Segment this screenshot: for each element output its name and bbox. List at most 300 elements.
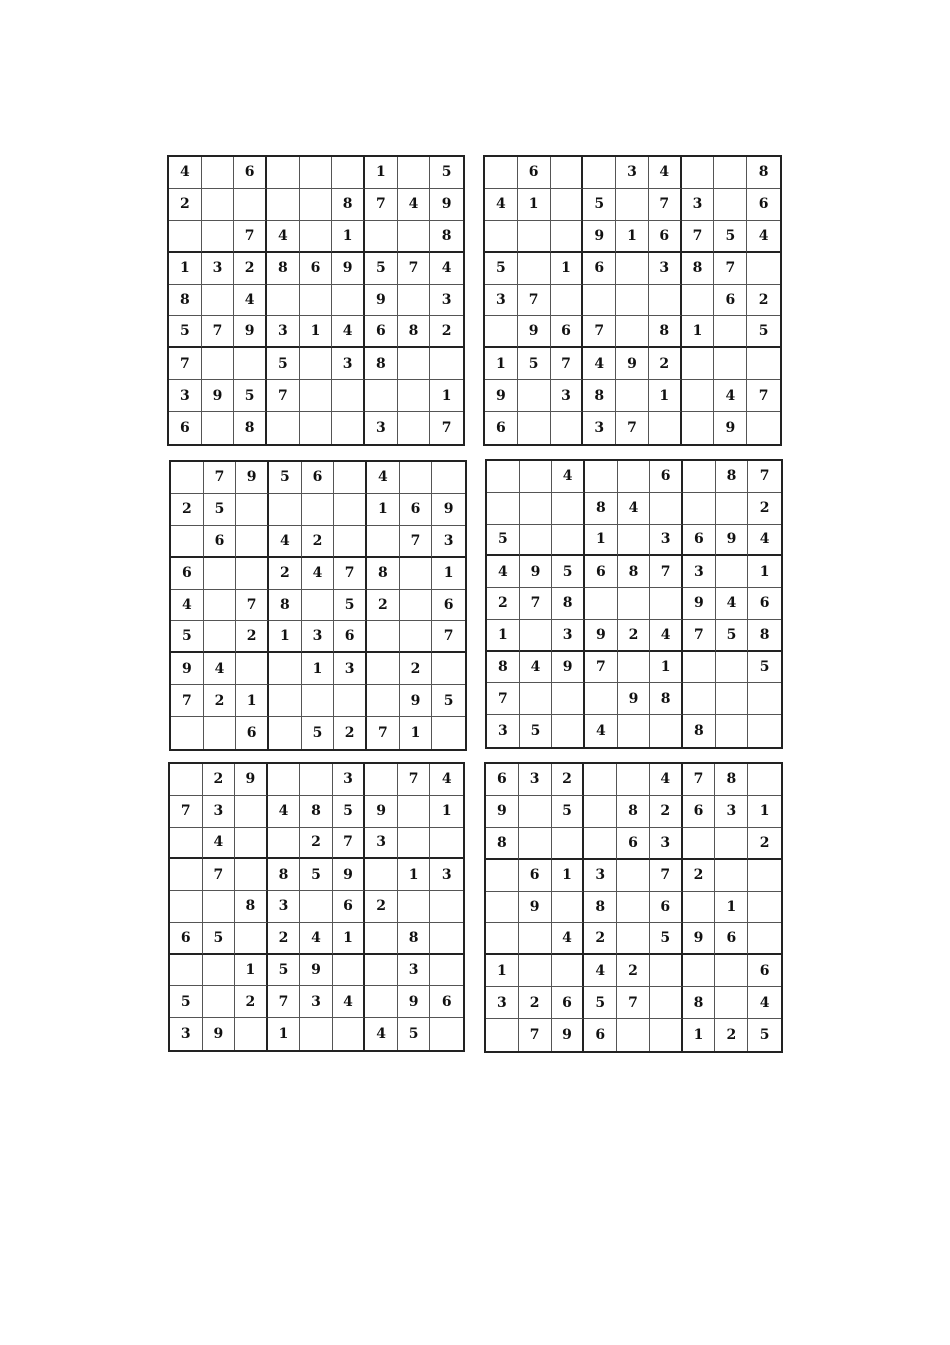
sudoku-cell: 6 [683, 796, 716, 828]
sudoku-cell: 3 [365, 828, 398, 860]
sudoku-cell: 8 [169, 285, 202, 317]
sudoku-cell: 3 [584, 860, 617, 892]
sudoku-cell [616, 253, 649, 285]
sudoku-cell: 7 [234, 221, 267, 253]
sudoku-cell: 8 [747, 157, 780, 189]
sudoku-cell: 7 [518, 285, 551, 317]
sudoku-cell: 7 [365, 189, 398, 221]
sudoku-cell: 9 [332, 253, 365, 285]
sudoku-cell [585, 588, 618, 620]
sudoku-cell [234, 348, 267, 380]
sudoku-cell: 4 [650, 620, 683, 652]
sudoku-cell: 8 [650, 683, 683, 715]
sudoku-cell: 7 [650, 556, 683, 588]
sudoku-cell: 9 [365, 285, 398, 317]
sudoku-cell: 6 [300, 253, 333, 285]
sudoku-cell: 1 [683, 1019, 716, 1051]
sudoku-cell [486, 923, 519, 955]
sudoku-cell: 4 [269, 526, 302, 558]
sudoku-cell: 3 [334, 653, 367, 685]
sudoku-cell: 5 [430, 157, 463, 189]
sudoku-cell: 5 [365, 253, 398, 285]
sudoku-cell [334, 462, 367, 494]
sudoku-cell: 1 [748, 796, 781, 828]
sudoku-cell: 8 [268, 859, 301, 891]
sudoku-cell: 7 [747, 380, 780, 412]
sudoku-cell: 9 [234, 316, 267, 348]
sudoku-cell [367, 653, 400, 685]
sudoku-cell: 7 [714, 253, 747, 285]
sudoku-cell: 6 [400, 494, 433, 526]
sudoku-cell [367, 685, 400, 717]
sudoku-cell: 9 [171, 653, 204, 685]
sudoku-cell: 4 [203, 828, 236, 860]
sudoku-cell: 7 [748, 461, 781, 493]
sudoku-cell: 9 [583, 221, 616, 253]
sudoku-cell [486, 860, 519, 892]
sudoku-cell [650, 588, 683, 620]
sudoku-cell: 2 [203, 764, 236, 796]
sudoku-cell [485, 157, 518, 189]
sudoku-cell [204, 621, 237, 653]
sudoku-cell: 3 [486, 987, 519, 1019]
sudoku-cell [518, 221, 551, 253]
sudoku-cell [269, 685, 302, 717]
sudoku-cell [267, 412, 300, 444]
sudoku-cell: 1 [650, 652, 683, 684]
sudoku-cell: 5 [485, 253, 518, 285]
sudoku-cell: 6 [748, 955, 781, 987]
sudoku-cell: 7 [616, 412, 649, 444]
sudoku-cell: 4 [268, 796, 301, 828]
sudoku-cell: 4 [169, 157, 202, 189]
sudoku-cell [616, 285, 649, 317]
sudoku-cell: 8 [300, 796, 333, 828]
sudoku-cell: 6 [236, 717, 269, 749]
sudoku-cell [518, 253, 551, 285]
sudoku-cell [268, 828, 301, 860]
sudoku-cell: 9 [400, 685, 433, 717]
sudoku-cell [748, 764, 781, 796]
sudoku-cell: 3 [715, 796, 748, 828]
sudoku-cell [552, 715, 585, 747]
sudoku-cell [520, 683, 553, 715]
sudoku-cell [235, 796, 268, 828]
sudoku-cell: 3 [649, 253, 682, 285]
sudoku-cell: 5 [300, 859, 333, 891]
sudoku-cell [716, 556, 749, 588]
sudoku-cell [584, 764, 617, 796]
sudoku-cell: 8 [617, 796, 650, 828]
sudoku-cell [617, 892, 650, 924]
sudoku-cell [400, 621, 433, 653]
sudoku-cell: 1 [585, 525, 618, 557]
sudoku-cell [617, 923, 650, 955]
sudoku-cell: 9 [518, 316, 551, 348]
sudoku-cell: 8 [649, 316, 682, 348]
sudoku-cell: 3 [616, 157, 649, 189]
sudoku-cell [170, 859, 203, 891]
sudoku-cell: 9 [365, 796, 398, 828]
sudoku-cell: 2 [748, 493, 781, 525]
sudoku-cell: 9 [616, 348, 649, 380]
sudoku-cell [171, 462, 204, 494]
sudoku-cell: 1 [485, 348, 518, 380]
sudoku-cell [650, 955, 683, 987]
sudoku-cell [302, 494, 335, 526]
sudoku-cell [203, 986, 236, 1018]
sudoku-cell [269, 653, 302, 685]
sudoku-cell: 2 [584, 923, 617, 955]
sudoku-cell: 8 [332, 189, 365, 221]
sudoku-cell: 1 [400, 717, 433, 749]
sudoku-cell [487, 493, 520, 525]
sudoku-cell: 9 [398, 986, 431, 1018]
sudoku-cell: 6 [747, 189, 780, 221]
sudoku-cell: 3 [432, 526, 465, 558]
sudoku-cell [202, 285, 235, 317]
sudoku-cell: 6 [302, 462, 335, 494]
sudoku-cell: 6 [234, 157, 267, 189]
sudoku-cell [398, 380, 431, 412]
sudoku-grid-4 [485, 459, 783, 749]
sudoku-cell: 2 [235, 986, 268, 1018]
sudoku-cell: 5 [169, 316, 202, 348]
sudoku-cell [235, 828, 268, 860]
sudoku-cell [171, 526, 204, 558]
sudoku-cell: 1 [269, 621, 302, 653]
sudoku-cell [649, 412, 682, 444]
sudoku-cell: 7 [682, 221, 715, 253]
sudoku-cell [365, 986, 398, 1018]
sudoku-cell [302, 590, 335, 622]
sudoku-cell [269, 717, 302, 749]
sudoku-cell [552, 493, 585, 525]
sudoku-cell: 2 [269, 558, 302, 590]
sudoku-cell: 4 [485, 189, 518, 221]
sudoku-cell [650, 1019, 683, 1051]
sudoku-cell: 4 [552, 923, 585, 955]
sudoku-cell [585, 683, 618, 715]
sudoku-cell [430, 828, 463, 860]
sudoku-cell: 5 [269, 462, 302, 494]
sudoku-cell: 7 [204, 462, 237, 494]
sudoku-cell: 9 [485, 380, 518, 412]
sudoku-cell: 3 [300, 986, 333, 1018]
sudoku-cell: 1 [333, 923, 366, 955]
sudoku-cell [430, 1018, 463, 1050]
sudoku-cell [432, 653, 465, 685]
sudoku-cell: 3 [202, 253, 235, 285]
sudoku-cell [398, 221, 431, 253]
sudoku-cell [682, 285, 715, 317]
sudoku-cell: 6 [650, 892, 683, 924]
sudoku-cell [430, 348, 463, 380]
sudoku-cell: 1 [748, 556, 781, 588]
sudoku-cell [616, 189, 649, 221]
sudoku-cell [204, 590, 237, 622]
sudoku-cell: 7 [169, 348, 202, 380]
sudoku-cell [618, 525, 651, 557]
sudoku-cell: 6 [365, 316, 398, 348]
sudoku-cell [485, 221, 518, 253]
sudoku-cell [236, 494, 269, 526]
sudoku-cell: 7 [487, 683, 520, 715]
sudoku-cell: 5 [171, 621, 204, 653]
sudoku-cell: 8 [365, 348, 398, 380]
sudoku-cell: 3 [583, 412, 616, 444]
sudoku-cell: 2 [169, 189, 202, 221]
sudoku-cell: 5 [518, 348, 551, 380]
sudoku-cell: 4 [333, 986, 366, 1018]
sudoku-cell [267, 285, 300, 317]
sudoku-cell: 8 [683, 715, 716, 747]
sudoku-cell: 5 [267, 348, 300, 380]
sudoku-cell: 2 [618, 620, 651, 652]
sudoku-cell [583, 285, 616, 317]
sudoku-cell: 1 [398, 859, 431, 891]
sudoku-cell: 3 [682, 189, 715, 221]
sudoku-cell: 4 [714, 380, 747, 412]
sudoku-cell: 1 [365, 157, 398, 189]
sudoku-cell: 4 [748, 525, 781, 557]
sudoku-cell [520, 620, 553, 652]
sudoku-cell: 9 [202, 380, 235, 412]
sudoku-cell [398, 157, 431, 189]
sudoku-cell: 5 [747, 316, 780, 348]
sudoku-cell [398, 796, 431, 828]
sudoku-cell [715, 828, 748, 860]
sudoku-cell: 4 [204, 653, 237, 685]
sudoku-cell [365, 764, 398, 796]
sudoku-cell [365, 221, 398, 253]
sudoku-cell: 6 [432, 590, 465, 622]
sudoku-cell [618, 588, 651, 620]
sudoku-cell: 1 [302, 653, 335, 685]
sudoku-cell [203, 891, 236, 923]
sudoku-cell: 2 [617, 955, 650, 987]
sudoku-cell: 4 [650, 764, 683, 796]
sudoku-cell: 5 [333, 796, 366, 828]
sudoku-cell: 2 [683, 860, 716, 892]
sudoku-cell [682, 348, 715, 380]
sudoku-cell: 5 [334, 590, 367, 622]
sudoku-cell [748, 683, 781, 715]
sudoku-cell: 8 [618, 556, 651, 588]
sudoku-cell: 7 [683, 620, 716, 652]
sudoku-cell [649, 285, 682, 317]
sudoku-cell: 8 [267, 253, 300, 285]
sudoku-cell: 3 [333, 764, 366, 796]
sudoku-cell: 8 [487, 652, 520, 684]
sudoku-cell: 7 [432, 621, 465, 653]
sudoku-cell [616, 380, 649, 412]
sudoku-cell [518, 412, 551, 444]
sudoku-cell: 7 [202, 316, 235, 348]
sudoku-cell: 4 [618, 493, 651, 525]
sudoku-cell: 8 [398, 316, 431, 348]
sudoku-cell: 6 [650, 461, 683, 493]
sudoku-cell: 6 [585, 556, 618, 588]
sudoku-cell: 1 [486, 955, 519, 987]
sudoku-cell [683, 955, 716, 987]
sudoku-cell [682, 157, 715, 189]
sudoku-cell [332, 157, 365, 189]
sudoku-cell: 6 [715, 923, 748, 955]
sudoku-cell [300, 221, 333, 253]
sudoku-cell: 3 [650, 828, 683, 860]
sudoku-cell: 1 [552, 860, 585, 892]
sudoku-cell [650, 715, 683, 747]
sudoku-grid-1 [167, 155, 465, 446]
sudoku-cell [485, 316, 518, 348]
sudoku-cell [585, 461, 618, 493]
sudoku-cell: 2 [430, 316, 463, 348]
sudoku-cell: 6 [551, 316, 584, 348]
sudoku-cell: 2 [649, 348, 682, 380]
sudoku-cell [268, 764, 301, 796]
sudoku-cell: 1 [268, 1018, 301, 1050]
sudoku-grid-5 [168, 762, 465, 1052]
sudoku-cell [398, 348, 431, 380]
sudoku-cell: 7 [551, 348, 584, 380]
sudoku-cell [365, 859, 398, 891]
sudoku-cell: 3 [650, 525, 683, 557]
sudoku-cell: 7 [367, 717, 400, 749]
sudoku-cell: 2 [487, 588, 520, 620]
sudoku-cell: 4 [584, 955, 617, 987]
sudoku-cell: 1 [367, 494, 400, 526]
sudoku-cell: 1 [332, 221, 365, 253]
sudoku-cell: 9 [714, 412, 747, 444]
sudoku-cell: 4 [487, 556, 520, 588]
sudoku-cell [487, 461, 520, 493]
sudoku-cell [748, 923, 781, 955]
sudoku-cell: 7 [400, 526, 433, 558]
sudoku-cell [748, 860, 781, 892]
sudoku-cell: 1 [300, 316, 333, 348]
sudoku-cell: 7 [649, 189, 682, 221]
sudoku-cell: 6 [583, 253, 616, 285]
sudoku-cell: 8 [234, 412, 267, 444]
sudoku-cell [400, 462, 433, 494]
sudoku-cell [171, 717, 204, 749]
sudoku-cell: 5 [170, 986, 203, 1018]
sudoku-cell: 7 [617, 987, 650, 1019]
sudoku-cell [398, 285, 431, 317]
sudoku-cell: 8 [584, 892, 617, 924]
sudoku-cell [650, 987, 683, 1019]
sudoku-cell: 3 [170, 1018, 203, 1050]
sudoku-cell: 3 [169, 380, 202, 412]
sudoku-cell: 2 [365, 891, 398, 923]
sudoku-cell [332, 285, 365, 317]
sudoku-cell [267, 157, 300, 189]
sudoku-cell [235, 859, 268, 891]
sudoku-cell [551, 412, 584, 444]
sudoku-cell [519, 955, 552, 987]
sudoku-cell: 5 [759, 1027, 770, 1044]
sudoku-cell: 6 [430, 986, 463, 1018]
sudoku-cell: 3 [302, 621, 335, 653]
sudoku-cell [617, 764, 650, 796]
sudoku-cell [365, 955, 398, 987]
sudoku-cell: 7 [441, 420, 452, 437]
sudoku-cell: 6 [617, 828, 650, 860]
sudoku-cell: 6 [170, 923, 203, 955]
sudoku-cell: 4 [365, 1018, 398, 1050]
sudoku-cell [300, 189, 333, 221]
sudoku-cell [716, 683, 749, 715]
sudoku-cell: 2 [715, 1019, 748, 1051]
sudoku-cell: 9 [519, 892, 552, 924]
sudoku-cell: 5 [520, 715, 553, 747]
sudoku-cell: 1 [487, 620, 520, 652]
sudoku-cell: 8 [269, 590, 302, 622]
sudoku-cell [432, 717, 465, 749]
sudoku-cell: 3 [430, 285, 463, 317]
sudoku-cell: 4 [747, 221, 780, 253]
sudoku-cell: 1 [430, 796, 463, 828]
sudoku-cell: 2 [519, 987, 552, 1019]
sudoku-cell: 6 [683, 525, 716, 557]
sudoku-cell: 5 [487, 525, 520, 557]
sudoku-cell: 6 [169, 412, 202, 444]
sudoku-cell [170, 764, 203, 796]
sudoku-cell [332, 412, 365, 444]
sudoku-cell: 6 [334, 621, 367, 653]
sudoku-cell: 7 [583, 316, 616, 348]
sudoku-cell: 3 [683, 556, 716, 588]
sudoku-cell: 6 [649, 221, 682, 253]
sudoku-cell [398, 412, 431, 444]
sudoku-cell: 2 [204, 685, 237, 717]
sudoku-cell: 9 [716, 525, 749, 557]
sudoku-cell [400, 590, 433, 622]
sudoku-cell [334, 526, 367, 558]
sudoku-cell: 6 [518, 157, 551, 189]
sudoku-cell: 2 [302, 526, 335, 558]
sudoku-cell [618, 715, 651, 747]
sudoku-cell: 7 [334, 558, 367, 590]
sudoku-cell [202, 157, 235, 189]
sudoku-cell: 7 [333, 828, 366, 860]
sudoku-cell [551, 221, 584, 253]
sudoku-cell: 2 [367, 590, 400, 622]
sudoku-cell: 2 [747, 285, 780, 317]
sudoku-cell [520, 461, 553, 493]
sudoku-cell [683, 652, 716, 684]
sudoku-cell [486, 892, 519, 924]
sudoku-cell: 2 [748, 828, 781, 860]
sudoku-cell: 5 [716, 620, 749, 652]
sudoku-cell: 8 [748, 620, 781, 652]
sudoku-cell: 3 [519, 764, 552, 796]
sudoku-cell: 2 [552, 764, 585, 796]
sudoku-cell [202, 189, 235, 221]
sudoku-cell: 7 [683, 764, 716, 796]
sudoku-cell [236, 653, 269, 685]
sudoku-cell [683, 828, 716, 860]
sudoku-cell: 8 [235, 891, 268, 923]
sudoku-cell [365, 923, 398, 955]
sudoku-cell [430, 955, 463, 987]
sudoku-cell: 5 [204, 494, 237, 526]
sudoku-cell: 9 [203, 1018, 236, 1050]
sudoku-cell [235, 923, 268, 955]
sudoku-cell [617, 860, 650, 892]
sudoku-cell [432, 462, 465, 494]
